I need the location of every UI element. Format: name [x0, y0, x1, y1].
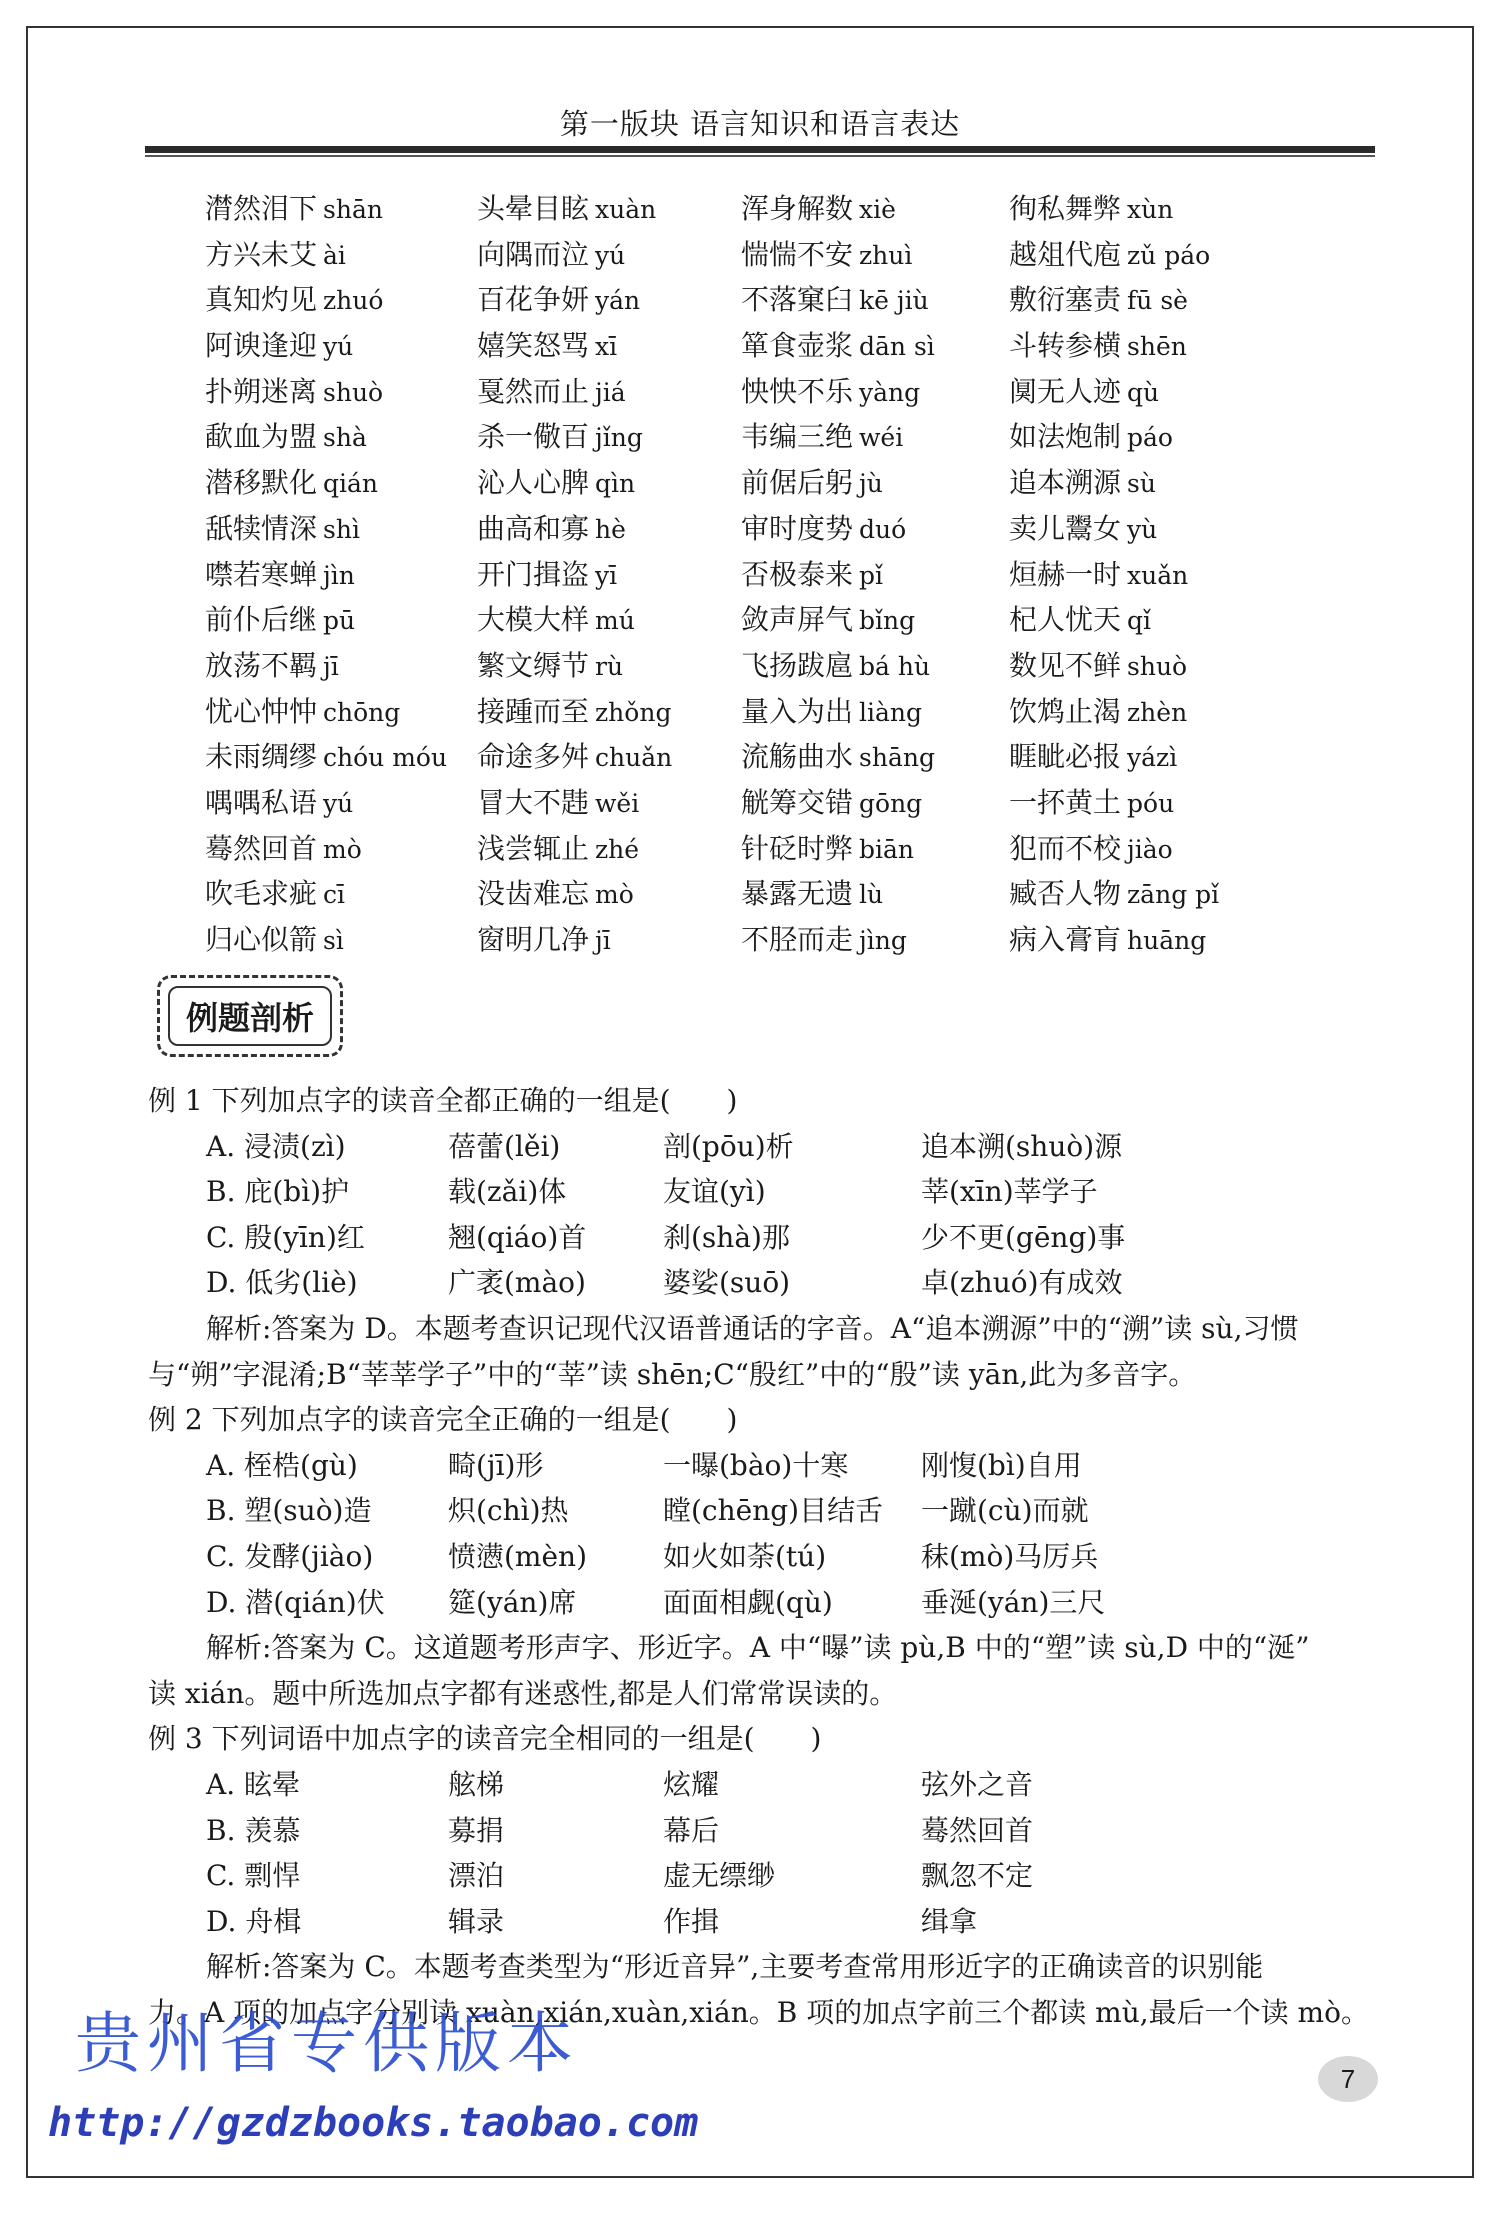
- option-item: 刹(shà)那: [663, 1220, 790, 1254]
- vocab-pinyin: zhé: [595, 834, 640, 864]
- vocab-pinyin: mò: [323, 834, 362, 864]
- vocab-word: 流觞曲水: [741, 740, 854, 774]
- option-row: [148, 1899, 1380, 1945]
- option-item: 瞠(chēng)目结舌: [663, 1494, 884, 1528]
- vocab-word: 头晕目眩: [477, 192, 590, 225]
- vocab-item: [741, 369, 1009, 415]
- vocab-pinyin: pū: [323, 606, 356, 636]
- explanation-line: 解析:答案为 C。这道题考形声字、形近字。A 中“曝”读 pù,B 中的“塑”读 sù,D 中的“涎”: [206, 1631, 1310, 1665]
- vocab-pinyin: dān sì: [859, 332, 935, 362]
- vocab-pinyin: jìn: [323, 560, 355, 590]
- vocab-word: 真知灼见: [205, 283, 318, 317]
- vocab-item: [205, 414, 477, 460]
- vocab-word: 没齿难忘: [477, 877, 590, 911]
- vocab-pinyin: jiào: [1127, 834, 1173, 864]
- option-item: B. 塑(suò)造: [206, 1494, 372, 1528]
- vocab-word: 怏怏不乐: [741, 374, 854, 408]
- vocab-item: [741, 552, 1009, 598]
- vocab-item: [1009, 643, 1309, 689]
- vocab-pinyin: yú: [595, 240, 626, 270]
- vocab-word: 接踵而至: [477, 694, 590, 728]
- vocab-pinyin: wéi: [859, 423, 904, 453]
- vocab-pinyin: yán: [595, 286, 641, 316]
- vocab-word: 喁喁私语: [205, 785, 318, 819]
- option-item: B. 庇(bì)护: [206, 1175, 350, 1209]
- vocab-word: 杀一儆百: [477, 420, 590, 454]
- section-title: 例题剖析: [168, 986, 332, 1046]
- vocab-item: [477, 643, 741, 689]
- vocab-item: [1009, 506, 1309, 552]
- option-row: [148, 1853, 1380, 1899]
- vocab-item: [205, 323, 477, 369]
- option-item: 剖(pōu)析: [663, 1129, 794, 1163]
- vocab-word: 蓦然回首: [205, 831, 318, 865]
- vocab-word: 冒大不韪: [477, 785, 590, 819]
- vocab-word: 歃血为盟: [205, 420, 318, 454]
- vocab-item: [205, 826, 477, 872]
- vocab-item: [741, 689, 1009, 735]
- option-row: [148, 1215, 1380, 1261]
- vocab-pinyin: jī: [323, 651, 339, 681]
- vocab-item: [205, 232, 477, 278]
- vocab-word: 量入为出: [741, 694, 854, 728]
- option-item: 面面相觑(qù): [663, 1585, 833, 1619]
- explanation-line: 解析:答案为 C。本题考查类型为“形近音异”,主要考查常用形近字的正确读音的识别能: [206, 1950, 1264, 1984]
- vocab-word: 病入膏肓: [1009, 923, 1122, 956]
- option-item: 秣(mò)马厉兵: [921, 1539, 1099, 1573]
- vocab-pinyin: páo: [1127, 423, 1173, 453]
- vocab-word: 卖儿鬻女: [1009, 511, 1122, 545]
- vocab-item: [741, 917, 1009, 963]
- vocab-pinyin: liàng: [859, 697, 923, 727]
- option-item: 垂涎(yán)三尺: [921, 1585, 1106, 1619]
- vocab-pinyin: shēn: [1127, 332, 1187, 362]
- option-item: 一曝(bào)十寒: [663, 1448, 849, 1482]
- vocab-item: [205, 186, 477, 232]
- vocab-item: [1009, 689, 1309, 735]
- vocab-item: [741, 460, 1009, 506]
- option-item: 作揖: [663, 1904, 720, 1938]
- option-item: 愤懑(mèn): [448, 1539, 588, 1573]
- vocab-pinyin: rù: [595, 651, 624, 681]
- option-item: 载(zǎi)体: [448, 1175, 567, 1209]
- vocab-pinyin: lù: [859, 880, 884, 910]
- option-item: 蓓蕾(lěi): [448, 1129, 561, 1163]
- vocab-pinyin: bǐng: [859, 606, 916, 636]
- vocab-pinyin: shān: [323, 195, 383, 224]
- vocab-item: [741, 826, 1009, 872]
- option-item: 辑录: [448, 1904, 505, 1938]
- vocab-word: 嬉笑怒骂: [477, 329, 590, 363]
- vocab-item: [477, 917, 741, 963]
- vocab-pinyin: mú: [595, 606, 635, 636]
- vocab-pinyin: jìng: [859, 926, 907, 955]
- option-item: 如火如荼(tú): [663, 1539, 827, 1573]
- vocab-item: [741, 597, 1009, 643]
- vocab-item: [477, 460, 741, 506]
- vocab-item: [205, 917, 477, 963]
- vocab-word: 审时度势: [741, 511, 854, 545]
- page-header: [145, 98, 1375, 154]
- vocab-item: [477, 414, 741, 460]
- vocab-item: [205, 597, 477, 643]
- option-item: D. 低劣(liè): [206, 1266, 358, 1300]
- vocab-pinyin: jiá: [595, 377, 626, 407]
- vocab-word: 臧否人物: [1009, 877, 1122, 911]
- vocab-word: 沁人心脾: [477, 466, 590, 500]
- vocab-pinyin: huāng: [1127, 926, 1207, 955]
- vocab-item: [741, 506, 1009, 552]
- vocab-word: 繁文缛节: [477, 648, 590, 682]
- vocab-word: 未雨绸缪: [205, 740, 318, 774]
- option-item: 婆娑(suō): [663, 1266, 791, 1300]
- vocab-word: 噤若寒蝉: [205, 557, 318, 591]
- vocab-pinyin: yù: [1127, 514, 1158, 544]
- option-item: D. 潜(qián)伏: [206, 1585, 385, 1619]
- vocab-word: 放荡不羁: [205, 648, 318, 682]
- vocab-pinyin: zhuì: [859, 240, 913, 270]
- option-item: 炽(chì)热: [448, 1494, 569, 1528]
- vocab-item: [741, 277, 1009, 323]
- example-question: 例 3 下列词语中加点字的读音完全相同的一组是( ): [148, 1722, 822, 1756]
- vocab-pinyin: zǔ páo: [1127, 240, 1211, 270]
- example-question: 例 1 下列加点字的读音全都正确的一组是( ): [148, 1084, 738, 1117]
- vocab-word: 飞扬跋扈: [741, 648, 854, 682]
- vocab-word: 浑身解数: [741, 192, 854, 225]
- option-item: 翘(qiáo)首: [448, 1220, 587, 1254]
- vocab-word: 窗明几净: [477, 923, 590, 956]
- vocab-pinyin: xuàn: [595, 195, 657, 224]
- vocab-word: 针砭时弊: [741, 831, 854, 865]
- vocab-item: [1009, 186, 1309, 232]
- vocab-item: [477, 552, 741, 598]
- vocab-item: [477, 689, 741, 735]
- option-item: C. 发酵(jiào): [206, 1539, 374, 1573]
- vocab-word: 数见不鲜: [1009, 648, 1122, 682]
- vocab-pinyin: hè: [595, 514, 626, 544]
- vocab-word: 浅尝辄止: [477, 831, 590, 865]
- example-question: 例 2 下列加点字的读音完全正确的一组是( ): [148, 1403, 738, 1437]
- vocab-pinyin: yú: [323, 788, 354, 818]
- option-row: [148, 1762, 1380, 1808]
- vocab-word: 阒无人迹: [1009, 374, 1122, 408]
- vocab-pinyin: biān: [859, 834, 915, 864]
- vocab-pinyin: xiè: [859, 195, 896, 224]
- vocab-pinyin: jù: [859, 469, 883, 499]
- explanation-line: 力。A 项的加点字分别读 xuàn,xián,xuàn,xián。B 项的加点字前三个都读 mù,最后一个读 mò。: [148, 1995, 1369, 2029]
- option-item: D. 舟楫: [206, 1904, 302, 1938]
- examples-section: [148, 1078, 1380, 2035]
- vocab-pinyin: qǐ: [1127, 606, 1152, 636]
- vocab-pinyin: shāng: [859, 743, 935, 773]
- option-item: 少不更(gēng)事: [921, 1220, 1126, 1254]
- vocab-word: 追本溯源: [1009, 466, 1122, 500]
- vocab-word: 暴露无遗: [741, 877, 854, 911]
- vocab-word: 舐犊情深: [205, 511, 318, 545]
- vocab-item: [205, 369, 477, 415]
- vocab-pinyin: xùn: [1127, 195, 1174, 224]
- vocab-word: 开门揖盗: [477, 557, 590, 591]
- option-row: [148, 1124, 1380, 1170]
- vocab-item: [205, 734, 477, 780]
- vocab-list: [205, 186, 1355, 963]
- vocab-word: 扑朔迷离: [205, 374, 318, 408]
- vocab-word: 命途多舛: [477, 740, 590, 774]
- option-item: A. 桎梏(gù): [206, 1448, 358, 1482]
- vocab-word: 斗转参横: [1009, 329, 1122, 363]
- option-row: [148, 1808, 1380, 1854]
- vocab-item: [477, 597, 741, 643]
- option-item: 弦外之音: [921, 1767, 1034, 1801]
- vocab-word: 大模大样: [477, 603, 590, 637]
- vocab-item: [1009, 277, 1309, 323]
- vocab-pinyin: cī: [323, 880, 346, 910]
- vocab-word: 睚眦必报: [1009, 740, 1122, 774]
- vocab-pinyin: shuò: [323, 377, 384, 407]
- option-item: 蓦然回首: [921, 1813, 1034, 1847]
- option-item: 炫耀: [663, 1767, 720, 1801]
- option-item: A. 眩晕: [206, 1767, 301, 1801]
- vocab-pinyin: xuǎn: [1127, 560, 1189, 590]
- option-item: C. 剽悍: [206, 1859, 301, 1893]
- vocab-pinyin: zāng pǐ: [1127, 880, 1220, 910]
- vocab-item: [1009, 597, 1309, 643]
- vocab-item: [205, 643, 477, 689]
- vocab-item: [741, 186, 1009, 232]
- option-row: [148, 1169, 1380, 1215]
- option-item: 一蹴(cù)而就: [921, 1494, 1089, 1528]
- vocab-item: [1009, 552, 1309, 598]
- vocab-item: [477, 186, 741, 232]
- vocab-item: [205, 277, 477, 323]
- vocab-word: 杞人忧天: [1009, 603, 1122, 637]
- option-item: 募捐: [448, 1813, 505, 1847]
- vocab-word: 犯而不校: [1009, 831, 1122, 865]
- vocab-item: [477, 871, 741, 917]
- vocab-word: 徇私舞弊: [1009, 192, 1122, 225]
- header-rule-thin: [145, 155, 1375, 157]
- vocab-word: 越俎代庖: [1009, 237, 1122, 271]
- vocab-word: 箪食壶浆: [741, 329, 854, 363]
- vocab-word: 如法炮制: [1009, 420, 1122, 454]
- vocab-item: [477, 232, 741, 278]
- vocab-item: [477, 826, 741, 872]
- watermark-text: 贵州省专供版本: [75, 2005, 579, 2082]
- vocab-word: 韦编三绝: [741, 420, 854, 454]
- option-item: 卓(zhuó)有成效: [921, 1266, 1123, 1300]
- vocab-word: 不胫而走: [741, 923, 854, 956]
- vocab-word: 觥筹交错: [741, 785, 854, 819]
- explanation-line: 与“朔”字混淆;B“莘莘学子”中的“莘”读 shēn;C“殷红”中的“殷”读 yān,此为多音字。: [148, 1357, 1197, 1391]
- vocab-item: [1009, 917, 1309, 963]
- option-item: 广袤(mào): [448, 1266, 586, 1300]
- option-item: 飘忽不定: [921, 1859, 1034, 1893]
- vocab-word: 忧心忡忡: [205, 694, 318, 728]
- vocab-pinyin: chuǎn: [595, 743, 673, 773]
- option-item: 刚愎(bì)自用: [921, 1448, 1082, 1482]
- vocab-item: [477, 277, 741, 323]
- vocab-word: 百花争妍: [477, 283, 590, 317]
- option-item: 舷梯: [448, 1767, 505, 1801]
- header-title: 第一版块 语言知识和语言表达: [559, 107, 961, 141]
- vocab-pinyin: gōng: [859, 788, 923, 818]
- vocab-pinyin: qù: [1127, 377, 1160, 407]
- vocab-pinyin: zhǒng: [595, 697, 672, 727]
- vocab-item: [205, 871, 477, 917]
- vocab-item: [741, 323, 1009, 369]
- vocab-pinyin: wěi: [595, 788, 640, 818]
- option-item: 畸(jī)形: [448, 1448, 544, 1482]
- vocab-item: [477, 323, 741, 369]
- vocab-item: [741, 414, 1009, 460]
- vocab-pinyin: sì: [323, 926, 344, 955]
- option-item: 筵(yán)席: [448, 1585, 577, 1619]
- option-row: [148, 1443, 1380, 1489]
- vocab-item: [1009, 369, 1309, 415]
- vocab-item: [1009, 232, 1309, 278]
- vocab-pinyin: bá hù: [859, 651, 931, 681]
- vocab-word: 一抔黄土: [1009, 785, 1122, 819]
- vocab-item: [1009, 826, 1309, 872]
- vocab-item: [1009, 460, 1309, 506]
- vocab-word: 前仆后继: [205, 603, 318, 637]
- vocab-word: 吹毛求疵: [205, 877, 318, 911]
- explanation-line: 解析:答案为 D。本题考查识记现代汉语普通话的字音。A“追本溯源”中的“溯”读 sù,习惯: [206, 1311, 1299, 1345]
- page-number: 7: [1318, 2056, 1378, 2102]
- vocab-pinyin: ài: [323, 240, 346, 270]
- option-item: 漂泊: [448, 1859, 505, 1893]
- vocab-pinyin: mò: [595, 880, 634, 910]
- watermark-url: http://gzdzbooks.taobao.com: [48, 2100, 699, 2146]
- vocab-word: 敷衍塞责: [1009, 283, 1122, 317]
- vocab-pinyin: shà: [323, 423, 367, 453]
- vocab-word: 不落窠臼: [741, 283, 854, 317]
- vocab-pinyin: zhuó: [323, 286, 384, 316]
- vocab-word: 向隅而泣: [477, 237, 590, 271]
- vocab-pinyin: sù: [1127, 469, 1156, 499]
- vocab-item: [741, 232, 1009, 278]
- vocab-item: [1009, 323, 1309, 369]
- vocab-pinyin: chóu móu: [323, 743, 448, 773]
- vocab-pinyin: qián: [323, 469, 379, 499]
- vocab-pinyin: duó: [859, 514, 907, 544]
- vocab-item: [477, 780, 741, 826]
- vocab-pinyin: jī: [595, 926, 611, 955]
- vocab-pinyin: fū sè: [1127, 286, 1188, 316]
- vocab-item: [741, 871, 1009, 917]
- vocab-word: 烜赫一时: [1009, 557, 1122, 591]
- vocab-item: [741, 734, 1009, 780]
- vocab-item: [1009, 414, 1309, 460]
- vocab-word: 饮鸩止渴: [1009, 694, 1122, 728]
- vocab-item: [205, 780, 477, 826]
- vocab-word: 阿谀逢迎: [205, 329, 318, 363]
- vocab-item: [205, 460, 477, 506]
- vocab-pinyin: yàng: [859, 377, 921, 407]
- vocab-pinyin: póu: [1127, 788, 1175, 818]
- vocab-pinyin: zhèn: [1127, 697, 1188, 727]
- option-row: [148, 1580, 1380, 1626]
- vocab-item: [205, 506, 477, 552]
- vocab-word: 潜移默化: [205, 466, 318, 500]
- vocab-item: [1009, 734, 1309, 780]
- option-item: 幕后: [663, 1813, 720, 1847]
- vocab-pinyin: shuò: [1127, 651, 1188, 681]
- vocab-word: 戛然而止: [477, 374, 590, 408]
- option-item: C. 殷(yīn)红: [206, 1220, 365, 1254]
- vocab-pinyin: shì: [323, 514, 360, 544]
- vocab-word: 惴惴不安: [741, 237, 854, 271]
- vocab-word: 归心似箭: [205, 923, 318, 956]
- vocab-pinyin: yī: [595, 560, 618, 590]
- vocab-pinyin: qìn: [595, 469, 636, 499]
- section-badge: [157, 975, 343, 1057]
- vocab-word: 否极泰来: [741, 557, 854, 591]
- vocab-pinyin: pǐ: [859, 560, 884, 590]
- vocab-pinyin: xī: [595, 332, 618, 362]
- option-item: 莘(xīn)莘学子: [921, 1175, 1098, 1209]
- vocab-word: 前倨后躬: [741, 466, 854, 500]
- vocab-pinyin: jǐng: [595, 423, 643, 453]
- vocab-item: [477, 734, 741, 780]
- vocab-item: [741, 780, 1009, 826]
- option-row: [148, 1260, 1380, 1306]
- vocab-word: 敛声屏气: [741, 603, 854, 637]
- option-item: A. 浸渍(zì): [206, 1129, 346, 1163]
- vocab-item: [477, 369, 741, 415]
- vocab-item: [205, 689, 477, 735]
- vocab-pinyin: kē jiù: [859, 286, 929, 316]
- vocab-item: [1009, 871, 1309, 917]
- option-item: 追本溯(shuò)源: [921, 1129, 1123, 1163]
- vocab-word: 方兴未艾: [205, 237, 318, 271]
- option-row: [148, 1534, 1380, 1580]
- option-item: 友谊(yì): [663, 1175, 766, 1209]
- explanation-line: 读 xián。题中所选加点字都有迷惑性,都是人们常常误读的。: [148, 1676, 898, 1710]
- vocab-word: 曲高和寡: [477, 511, 590, 545]
- vocab-word: 潸然泪下: [205, 192, 318, 225]
- option-item: 缉拿: [921, 1904, 978, 1938]
- vocab-pinyin: yú: [323, 332, 354, 362]
- option-item: 虚无缥缈: [663, 1859, 776, 1893]
- vocab-item: [477, 506, 741, 552]
- vocab-pinyin: yázì: [1127, 743, 1178, 773]
- option-row: [148, 1488, 1380, 1534]
- vocab-item: [741, 643, 1009, 689]
- option-item: B. 羡慕: [206, 1813, 301, 1847]
- vocab-item: [1009, 780, 1309, 826]
- vocab-pinyin: chōng: [323, 697, 401, 727]
- vocab-item: [205, 552, 477, 598]
- header-rule: [145, 146, 1375, 153]
